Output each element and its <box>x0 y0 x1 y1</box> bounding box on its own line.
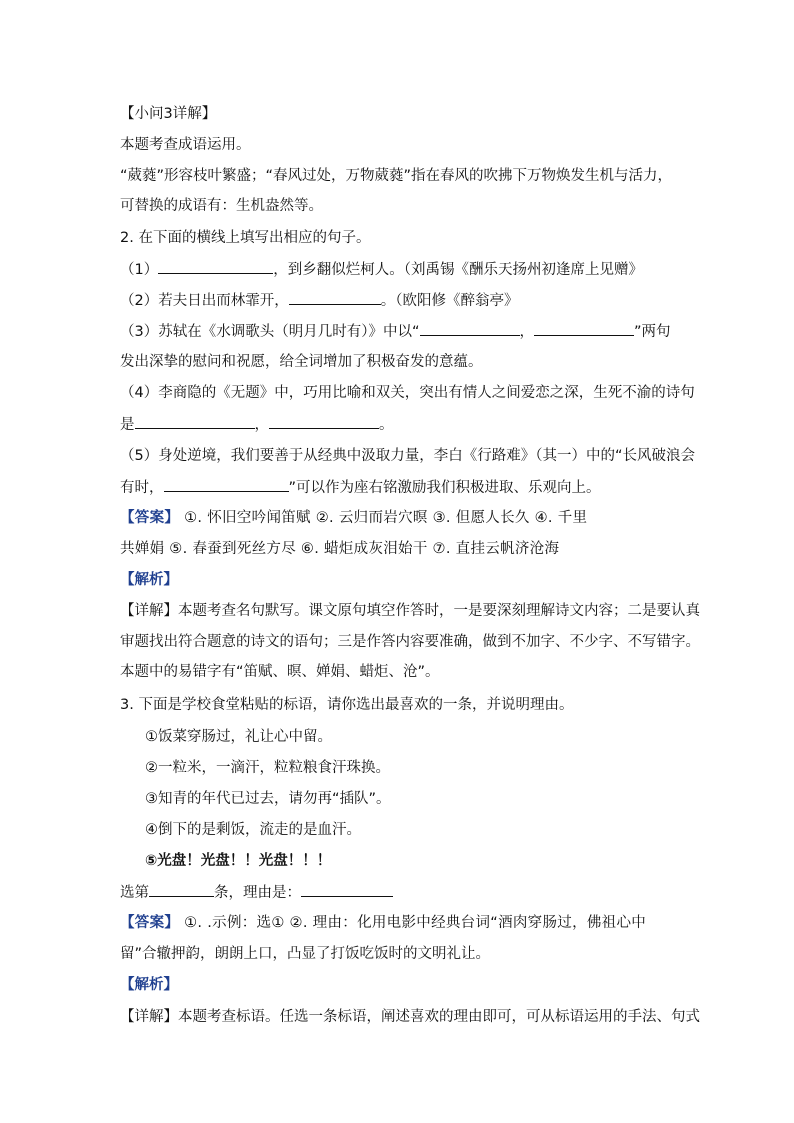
paragraph: 本题考查成语运用。 <box>120 137 251 153</box>
answer-text: ①. 怀旧空吟闻笛赋 ②. 云归而岩穴暝 ③. 但愿人长久 ④. 千里 <box>184 510 588 526</box>
item-text: 选第 <box>120 885 149 901</box>
paragraph: 【详解】本题考查名句默写。课文原句填空作答时，一是要深刻理解诗文内容；二是要认真 <box>120 603 700 619</box>
answer-line: 留”合辙押韵，朗朗上口，凸显了打饭吃饭时的文明礼让。 <box>120 946 491 962</box>
answer-line <box>120 508 680 528</box>
fill-blank <box>301 882 393 897</box>
item-text: 是 <box>120 417 135 433</box>
item-text: （2）若夫日出而林霏开， <box>120 293 289 309</box>
paragraph: 【详解】本题考查标语。任选一条标语，阐述喜欢的理由即可，可从标语运用的手法、句式 <box>120 1009 700 1025</box>
item-text: ”可以作为座右铭激励我们积极进取、乐观向上。 <box>288 480 601 496</box>
answer-line <box>120 913 680 933</box>
answer-line: 共婵娟 ⑤. 春蚕到死丝方尽 ⑥. 蜡炬成灰泪始干 ⑦. 直挂云帆济沧海 <box>120 541 560 557</box>
paragraph: 发出深挚的慰问和祝愿，给全词增加了积极奋发的意蕴。 <box>120 354 483 370</box>
paragraph: （4）李商隐的《无题》中，巧用比喻和双关，突出有情人之间爱恋之深，生死不渝的诗句 <box>120 385 695 401</box>
item-text: ，到乡翻似烂柯人。（刘禹锡《酬乐天扬州初逢席上见赠》 <box>273 262 643 278</box>
question-title: 3. 下面是学校食堂粘贴的标语，请你选出最喜欢的一条，并说明理由。 <box>120 697 574 713</box>
answer-text: ①. .示例：选① ②. 理由：化用电影中经典台词“酒肉穿肠过，佛祖心中 <box>184 915 647 931</box>
question-item <box>120 882 680 903</box>
analysis-label: 【解析】 <box>120 572 178 588</box>
item-text: 有时， <box>120 480 164 496</box>
question-item <box>120 259 680 280</box>
paragraph: 本题中的易错字有“笛赋、暝、婵娟、蜡炬、沧”。 <box>120 664 440 680</box>
question-title: 2. 在下面的横线上填写出相应的句子。 <box>120 230 371 246</box>
question-item <box>120 477 680 498</box>
paragraph: 审题找出符合题意的诗文的语句；三是作答内容要准确，做到不加字、不少字、不写错字。 <box>120 634 700 650</box>
slogan-item: ③知青的年代已过去，请勿再“插队”。 <box>145 791 391 807</box>
slogan-item: ⑤光盘！光盘！！光盘！！！ <box>145 853 332 869</box>
fill-blank <box>149 882 214 897</box>
slogan-item: ②一粒米，一滴汗，粒粒粮食汗珠换。 <box>145 760 390 776</box>
slogan-item: ④倒下的是剩饭，流走的是血汗。 <box>145 822 361 838</box>
item-text: ， <box>254 417 269 433</box>
fill-blank <box>164 477 289 492</box>
item-text: （1） <box>120 262 159 278</box>
fill-blank <box>158 259 273 274</box>
item-text: ， <box>519 324 534 340</box>
fill-blank <box>534 321 634 336</box>
paragraph: （5）身处逆境，我们要善于从经典中汲取力量，李白《行路难》（其一）中的“长风破浪会 <box>120 448 695 464</box>
item-text: ”两句 <box>634 324 671 340</box>
item-text: 条，理由是： <box>214 885 301 901</box>
question-item <box>120 321 680 342</box>
paragraph: 可替换的成语有：生机盎然等。 <box>120 198 323 214</box>
answer-label: 【答案】 <box>120 915 180 931</box>
section-header: 【小问3详解】 <box>120 106 217 122</box>
fill-blank <box>135 414 255 429</box>
fill-blank <box>420 321 520 336</box>
item-text: （3）苏轼在《水调歌头（明月几时有）》中以“ <box>120 324 420 340</box>
slogan-item: ①饭菜穿肠过，礼让心中留。 <box>145 729 332 745</box>
item-text: 。（欧阳修《醉翁亭》 <box>380 293 519 309</box>
fill-blank <box>289 290 381 305</box>
question-item <box>120 414 680 435</box>
item-text: 。 <box>379 417 394 433</box>
answer-label: 【答案】 <box>120 510 180 526</box>
paragraph: “葳蕤”形容枝叶繁盛；“春风过处，万物葳蕤”指在春风的吹拂下万物焕发生机与活力， <box>120 168 673 184</box>
fill-blank <box>269 414 379 429</box>
question-item <box>120 290 680 311</box>
analysis-label: 【解析】 <box>120 977 178 993</box>
